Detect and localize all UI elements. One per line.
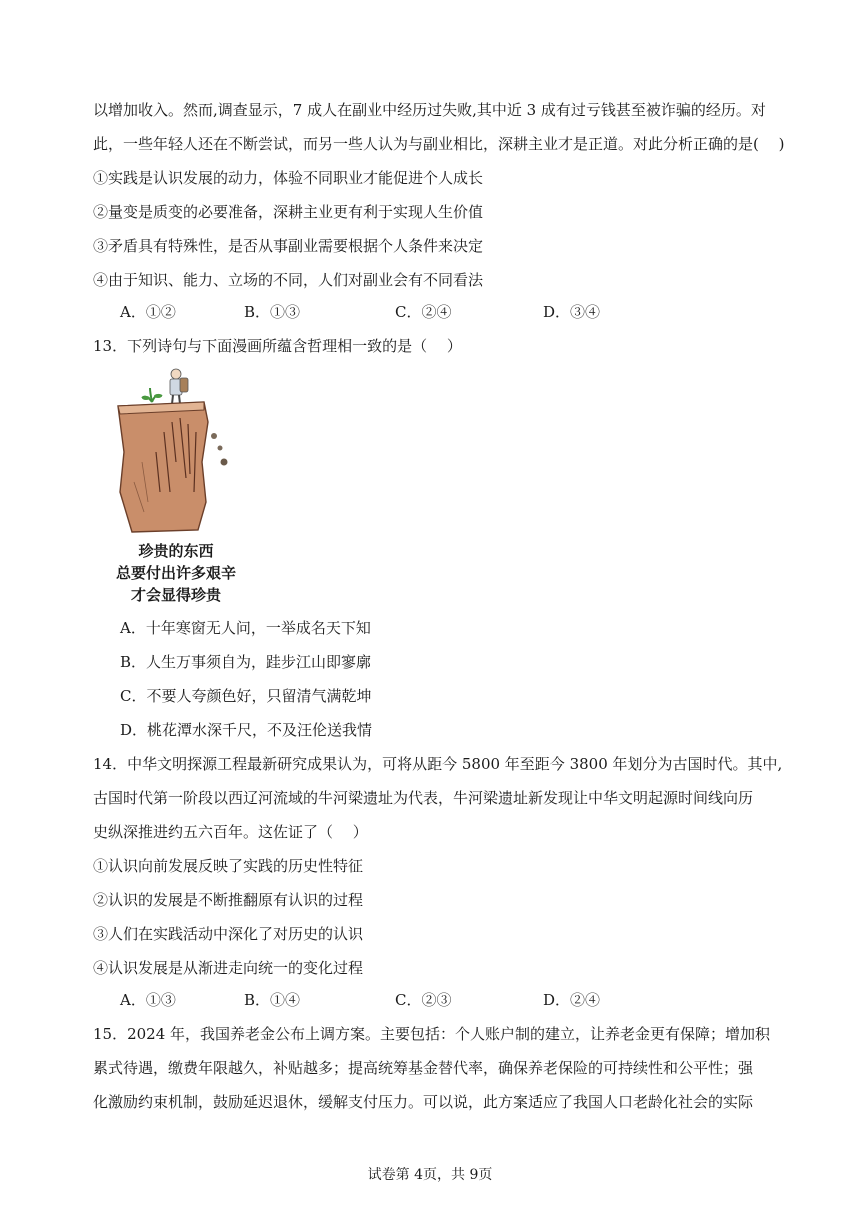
q12-option-d: D．③④ xyxy=(543,303,601,321)
q14-text-line-2: 古国时代第一阶段以西辽河流域的牛河梁遗址为代表，牛河梁遗址新发现让中华文明起源时间线向历 xyxy=(93,789,754,807)
q15-text-line-1: 15．2024 年，我国养老金公布上调方案。主要包括：个人账户制的建立，让养老金更有保障；增加积 xyxy=(93,1025,771,1043)
q12-option-b: B．①③ xyxy=(244,303,301,321)
q15-text-line-2: 累式待遇，缴费年限越久，补贴越多；提高统筹基金替代率，确保养老保险的可持续性和公平性；强 xyxy=(93,1059,754,1077)
q12-text-line-2: 此，一些年轻人还在不断尝试，而另一些人认为与副业相比，深耕主业才是正道。对此分析正确的是( ) xyxy=(93,135,785,153)
q14-option-d: D．②④ xyxy=(543,991,601,1009)
q14-statement-3: ③人们在实践活动中深化了对历史的认识 xyxy=(93,925,364,943)
q14-option-b: B．①④ xyxy=(244,991,301,1009)
q14-statement-1: ①认识向前发展反映了实践的历史性特征 xyxy=(93,857,364,875)
cliff-cartoon xyxy=(112,362,242,610)
q12-statement-1: ①实践是认识发展的动力，体验不同职业才能促进个人成长 xyxy=(93,169,484,187)
q12-statement-3: ③矛盾具有特殊性，是否从事副业需要根据个人条件来决定 xyxy=(93,237,484,255)
q13-stem: 13．下列诗句与下面漫画所蕴含哲理相一致的是（ ） xyxy=(93,337,462,355)
q13-option-a: A．十年寒窗无人问，一举成名天下知 xyxy=(120,619,371,637)
q14-text-line-1: 14．中华文明探源工程最新研究成果认为，可将从距今 5800 年至距今 3800 年划分为古国时代。其中, xyxy=(93,755,783,773)
cartoon-caption-line-1: 珍贵的东西 xyxy=(138,542,214,560)
q13-option-d: D．桃花潭水深千尺，不及汪伦送我情 xyxy=(120,721,373,739)
q12-option-a: A．①② xyxy=(120,303,176,321)
q14-statement-4: ④认识发展是从渐进走向统一的变化过程 xyxy=(93,959,364,977)
q14-text-line-3: 史纵深推进约五六百年。这佐证了（ ） xyxy=(93,823,368,841)
q14-statement-2: ②认识的发展是不断推翻原有认识的过程 xyxy=(93,891,364,909)
q12-text-line-1: 以增加收入。然而,调查显示，7 成人在副业中经历过失败,其中近 3 成有过亏钱甚至被诈骗的经历。对 xyxy=(93,101,766,119)
q14-option-c: C．②③ xyxy=(395,991,452,1009)
q12-statement-2: ②量变是质变的必要准备，深耕主业更有利于实现人生价值 xyxy=(93,203,484,221)
q12-statement-4: ④由于知识、能力、立场的不同，人们对副业会有不同看法 xyxy=(93,271,484,289)
q15-text-line-3: 化激励约束机制，鼓励延迟退休，缓解支付压力。可以说，此方案适应了我国人口老龄化社会的实际 xyxy=(93,1093,754,1111)
q13-option-b: B．人生万事须自为，跬步江山即寥廓 xyxy=(120,653,372,671)
q14-option-a: A．①③ xyxy=(120,991,176,1009)
page-footer: 试卷第 4页，共 9页 xyxy=(367,1167,493,1183)
cartoon-caption-line-3: 才会显得珍贵 xyxy=(130,586,222,604)
q12-option-c: C．②④ xyxy=(395,303,452,321)
q13-option-c: C．不要人夸颜色好，只留清气满乾坤 xyxy=(120,687,372,705)
cartoon-caption-line-2: 总要付出许多艰辛 xyxy=(115,564,237,582)
cliff-illustration xyxy=(112,362,242,610)
